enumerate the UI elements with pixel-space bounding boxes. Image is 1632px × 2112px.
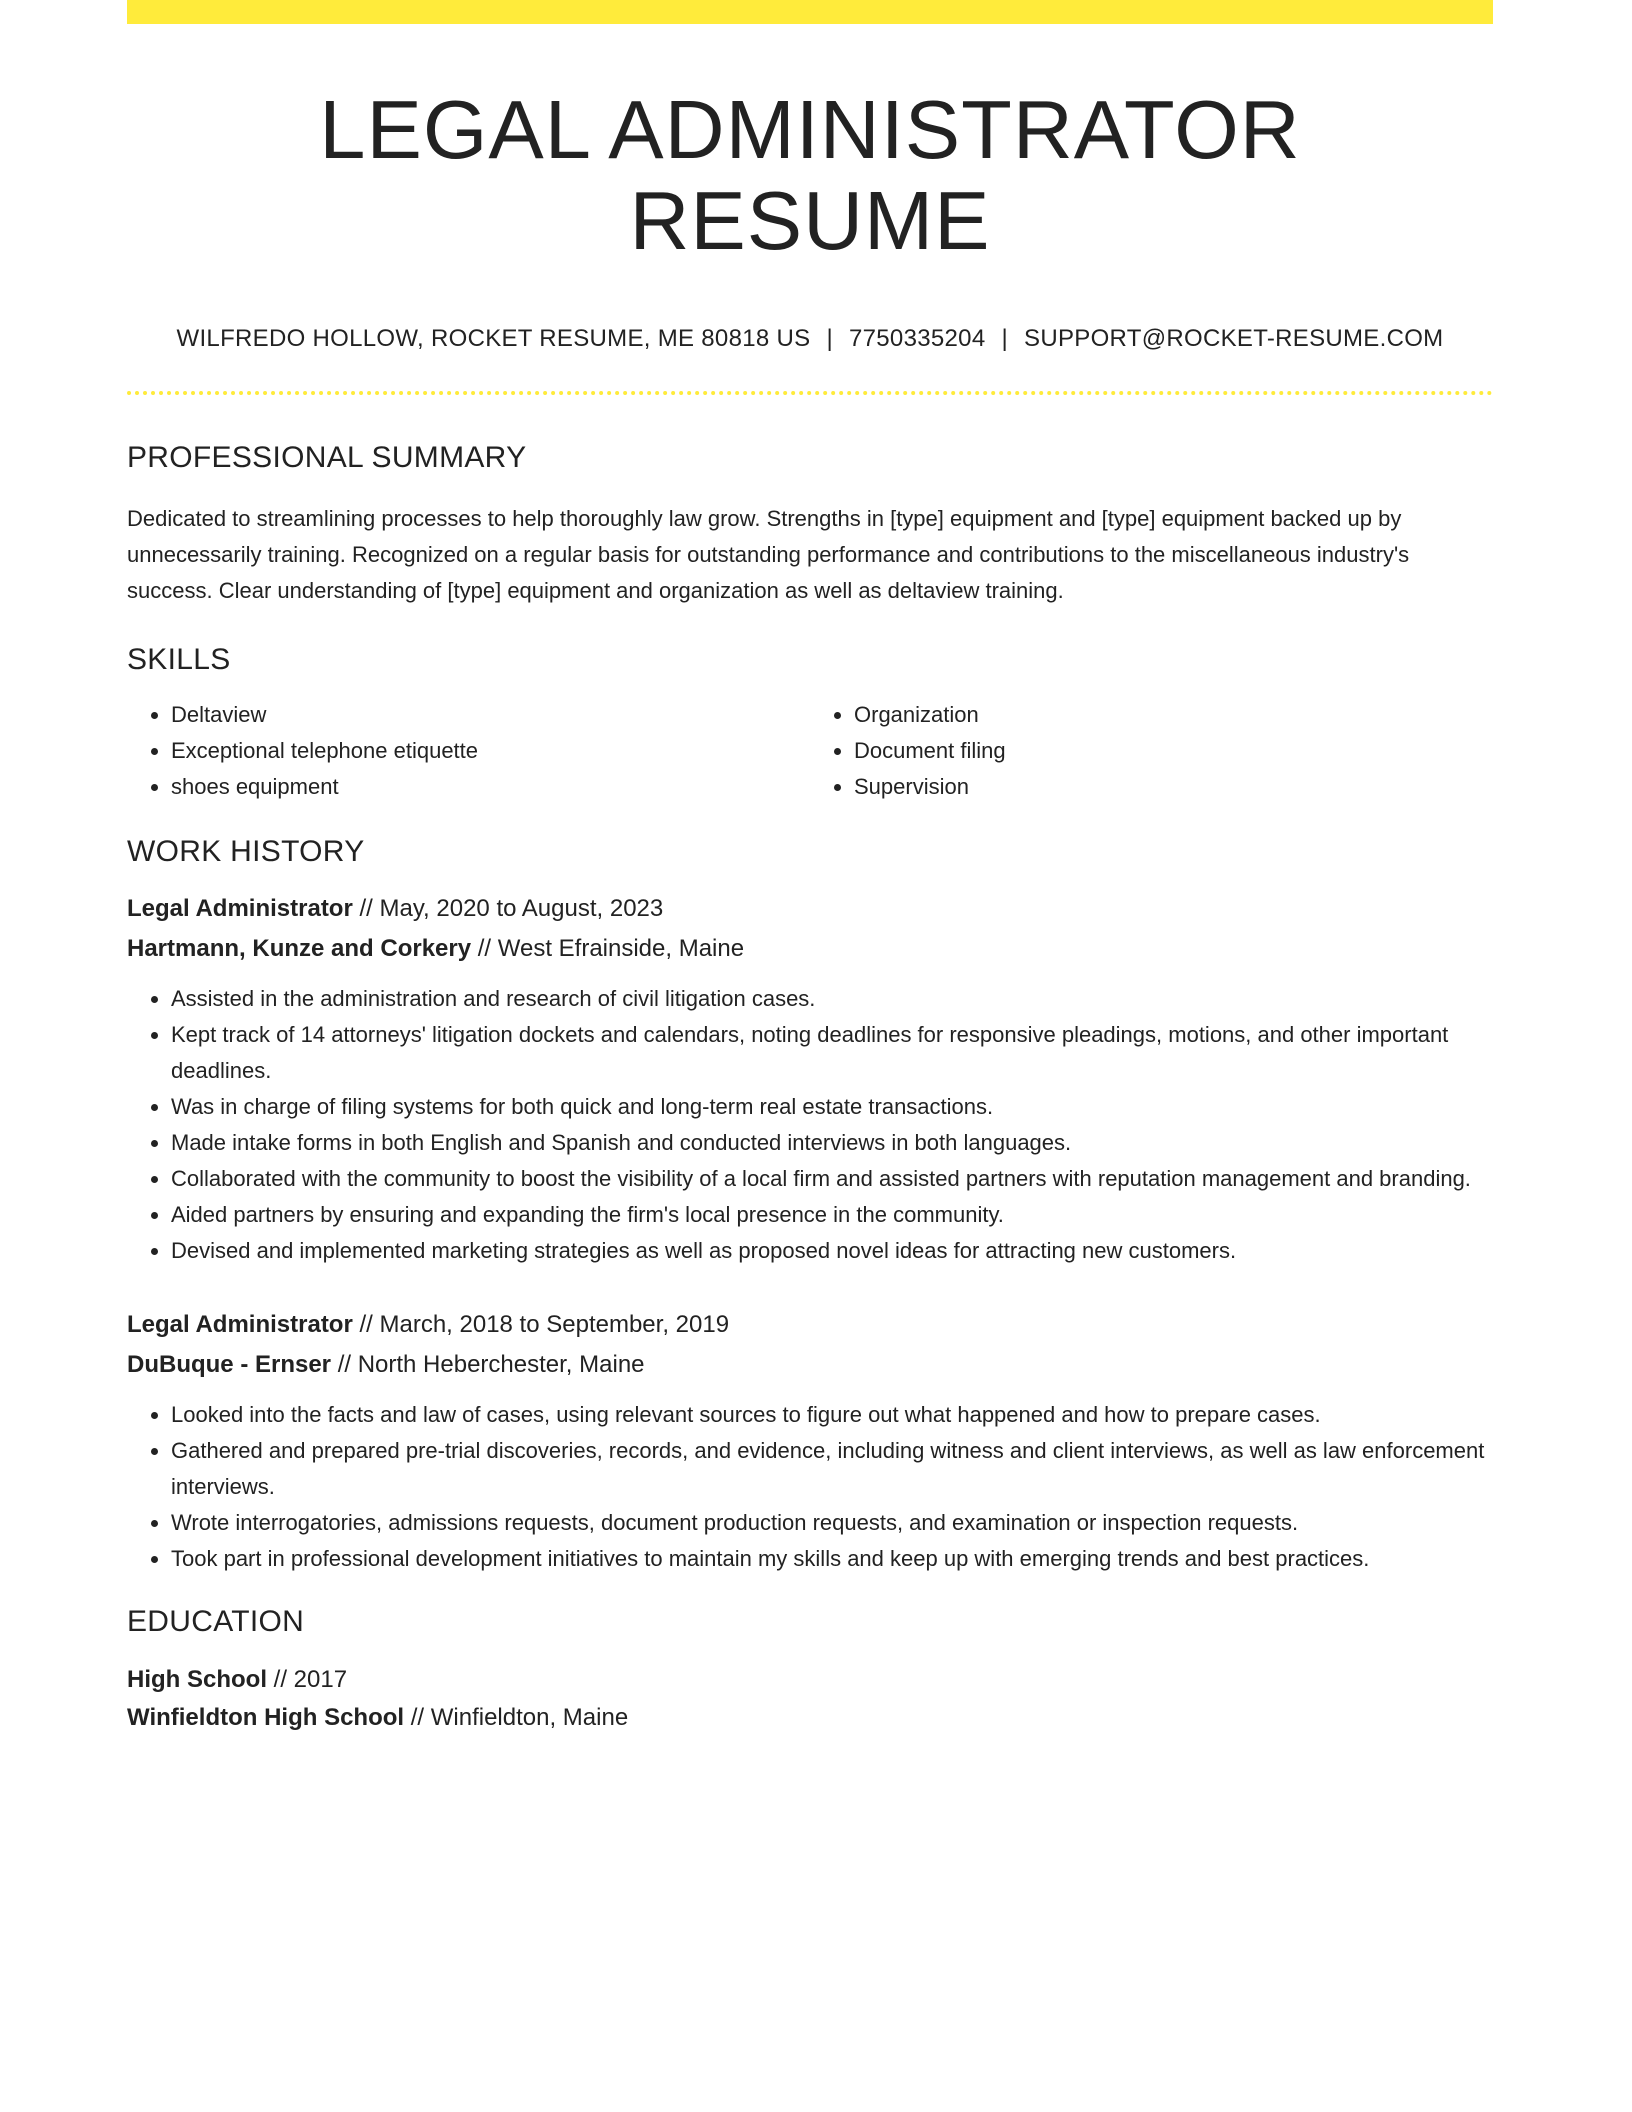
job-bullet: • Looked into the facts and law of cases, using relevant sources to figure out what happened and how to prepare cases. — [171, 1397, 1493, 1433]
job-title: Legal Administrator — [127, 1310, 353, 1338]
job-bullet: • Was in charge of filing systems for both quick and long-term real estate transactions. — [171, 1089, 1493, 1125]
job-entry — [127, 889, 1493, 1269]
skill-item: • Organization — [854, 697, 1493, 733]
job-title: Legal Administrator — [127, 894, 353, 922]
skill-item: • Supervision — [854, 769, 1493, 805]
skills-heading: SKILLS — [127, 642, 231, 676]
skills-list-left — [127, 697, 810, 805]
education-location: // Winfieldton, Maine — [404, 1703, 629, 1731]
job-bullet: • Assisted in the administration and research of civil litigation cases. — [171, 981, 1493, 1017]
job-bullet: • Gathered and prepared pre-trial discoveries, records, and evidence, including witness and client interviews, as well as law enforcement interviews. — [171, 1433, 1493, 1505]
job-bullet: • Made intake forms in both English and Spanish and conducted interviews in both languages. — [171, 1125, 1493, 1161]
summary-heading: PROFESSIONAL SUMMARY — [127, 440, 527, 474]
job-bullet: • Devised and implemented marketing strategies as well as proposed novel ideas for attracting new customers. — [171, 1233, 1493, 1269]
job-company-line — [127, 929, 1493, 969]
job-bullets — [127, 981, 1493, 1269]
resume-title: LEGAL ADMINISTRATOR RESUME — [319, 83, 1301, 268]
skill-item: • Exceptional telephone etiquette — [171, 733, 810, 769]
education-school: Winfieldton High School — [127, 1703, 405, 1731]
job-bullet: • Took part in professional development initiatives to maintain my skills and keep up with emerging trends and best practices. — [171, 1541, 1493, 1577]
skill-item: • Deltaview — [171, 697, 810, 733]
dotted-divider — [127, 391, 1493, 395]
job-location: // North Heberchester, Maine — [331, 1350, 645, 1378]
job-company: DuBuque - Ernser — [127, 1350, 332, 1378]
job-title-line — [127, 1305, 1493, 1345]
resume-page — [127, 0, 1493, 1737]
education-school-line — [127, 1699, 1493, 1737]
work-history-heading: WORK HISTORY — [127, 834, 365, 868]
contact-separator: | — [1001, 324, 1009, 352]
contact-address: WILFREDO HOLLOW, ROCKET RESUME, ME 80818 US — [176, 324, 811, 352]
contact-separator: | — [826, 324, 833, 352]
job-location: // West Efrainside, Maine — [471, 934, 745, 962]
job-bullet: • Wrote interrogatories, admissions requests, document production requests, and examination or inspection requests. — [171, 1505, 1493, 1541]
summary-text: Dedicated to streamlining processes to help thoroughly law grow. Strengths in [type] equipment and [type] equipment backed up by unnecessarily training. Recognized on a regular basis for outstanding performance and contributions to the miscellaneous industry's success. Clear understanding of [type] equipment and organization as well as deltaview training. — [127, 505, 1410, 603]
education-heading: EDUCATION — [127, 1604, 305, 1638]
job-bullets — [127, 1397, 1493, 1577]
job-dates: // May, 2020 to August, 2023 — [352, 894, 664, 922]
accent-bar — [127, 0, 1493, 24]
education-degree-line — [127, 1661, 1493, 1699]
skill-item: • Document filing — [854, 733, 1493, 769]
job-company: Hartmann, Kunze and Corkery — [127, 934, 472, 962]
contact-line — [127, 325, 1493, 353]
skills-list-right — [810, 697, 1493, 805]
job-title-line — [127, 889, 1493, 929]
contact-phone: 7750335204 — [848, 324, 986, 352]
education-year: // 2017 — [267, 1665, 348, 1693]
education-entry — [127, 1661, 1493, 1737]
job-bullet: • Kept track of 14 attorneys' litigation dockets and calendars, noting deadlines for responsive pleadings, motions, and other important deadlines. — [171, 1017, 1493, 1089]
job-company-line — [127, 1345, 1493, 1385]
skills-grid — [127, 697, 1493, 805]
job-dates: // March, 2018 to September, 2019 — [352, 1310, 730, 1338]
education-degree: High School — [127, 1665, 267, 1693]
job-bullet: • Aided partners by ensuring and expanding the firm's local presence in the community. — [171, 1197, 1493, 1233]
job-bullet: • Collaborated with the community to boost the visibility of a local firm and assisted partners with reputation management and branding. — [171, 1161, 1493, 1197]
job-entry — [127, 1305, 1493, 1577]
skill-item: • shoes equipment — [171, 769, 810, 805]
contact-email: SUPPORT@ROCKET-RESUME.COM — [1024, 324, 1444, 352]
